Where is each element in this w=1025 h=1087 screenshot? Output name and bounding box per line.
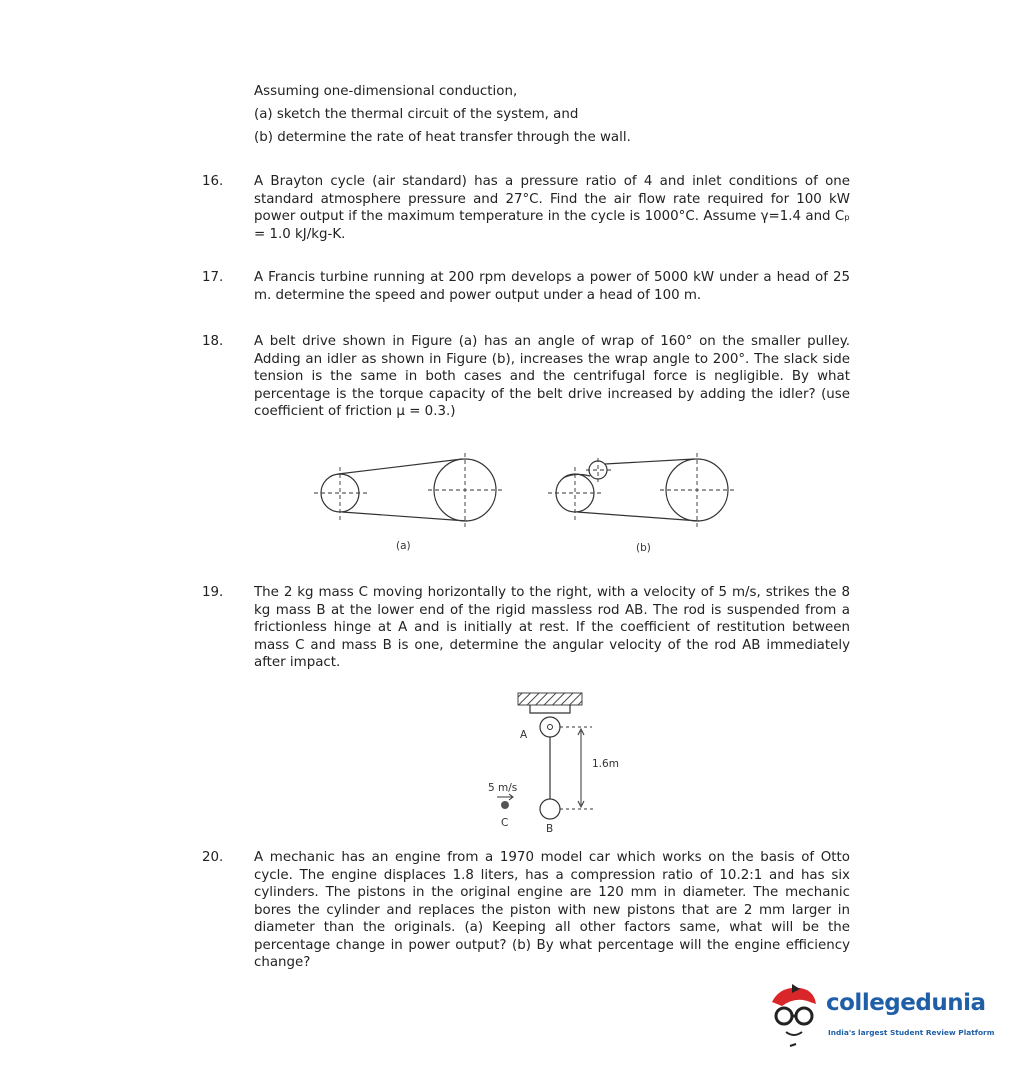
question-text: A belt drive shown in Figure (a) has an angle of wrap of 160° on the smaller pulley. Adding an idler as shown in Figure (b), increases the wrap angle to 200°. The slack side tension is the same in both cases and the centrifugal force is negligible. By what percentage is the torque capacity of the belt drive increased by adding the idler? (use coefficient of friction μ = 0.3.) bbox=[254, 334, 850, 419]
label-c: C bbox=[501, 817, 509, 829]
logo-wordmark: collegedunia bbox=[826, 990, 986, 1016]
mass-b bbox=[540, 799, 560, 819]
collegedunia-logo bbox=[766, 980, 996, 1060]
length-label: 1.6m bbox=[592, 758, 619, 770]
label-a: A bbox=[520, 729, 528, 741]
question-number: 18. bbox=[202, 334, 224, 349]
intro-option-a: (a) sketch the thermal circuit of the system, and bbox=[254, 107, 579, 122]
idler-pulley bbox=[589, 461, 607, 479]
question-text: A mechanic has an engine from a 1970 model car which works on the basis of Otto cycle. The engine displaces 1.8 liters, has a compression ratio of 10.2:1 and has six cylinders. The pistons in the original engine are 120 mm in diameter. The mechanic bores the cylinder and replaces the piston with new pistons that are 2 mm larger in diameter than the originals. (a) Keeping all other factors same, what will be the percentage change in power output? (b) By what percentage will the engine efficiency change? bbox=[254, 850, 850, 970]
belt-drive-figure bbox=[300, 450, 750, 560]
figure-a bbox=[314, 453, 505, 527]
label-b: B bbox=[546, 823, 554, 835]
question-text: A Francis turbine running at 200 rpm develops a power of 5000 kW under a head of 25 m. determine the speed and power output under a head of 100 m. bbox=[254, 270, 850, 303]
figure-b bbox=[548, 453, 737, 527]
question-number: 20. bbox=[202, 850, 224, 865]
intro-line: Assuming one-dimensional conduction, bbox=[254, 84, 518, 99]
intro-option-b: (b) determine the rate of heat transfer through the wall. bbox=[254, 130, 631, 145]
logo-tagline: India's largest Student Review Platform bbox=[828, 1028, 995, 1037]
question-text: A Brayton cycle (air standard) has a pressure ratio of 4 and inlet conditions of one standard atmosphere pressure and 27°C. Find the air flow rate required for 100 kW power output if the maximum temperature in the cycle is 1000°C. Assume γ=1.4 and Cₚ = 1.0 kJ/kg-K. bbox=[254, 174, 850, 242]
question-number: 17. bbox=[202, 270, 224, 285]
mascot-icon bbox=[766, 980, 826, 1060]
mass-c bbox=[501, 801, 509, 809]
caption-a: (a) bbox=[396, 540, 411, 552]
caption-b: (b) bbox=[636, 542, 651, 554]
question-number: 19. bbox=[202, 585, 224, 600]
small-pulley bbox=[556, 474, 594, 512]
question-text: The 2 kg mass C moving horizontally to the right, with a velocity of 5 m/s, strikes the 8 kg mass B at the lower end of the rigid massless rod AB. The rod is suspended from a frictionless hinge at A and is initially at rest. If the coefficient of restitution between mass C and mass B is one, determine the angular velocity of the rod AB immediately after impact. bbox=[254, 585, 850, 670]
belt-top bbox=[338, 459, 462, 474]
hinge-bracket bbox=[530, 705, 570, 713]
rod-figure bbox=[470, 685, 630, 835]
intro-block bbox=[254, 80, 631, 149]
ceiling-support bbox=[518, 693, 582, 705]
question-number: 16. bbox=[202, 174, 224, 189]
velocity-label: 5 m/s bbox=[488, 782, 518, 794]
small-pulley bbox=[321, 474, 359, 512]
hinge-a bbox=[540, 717, 560, 737]
